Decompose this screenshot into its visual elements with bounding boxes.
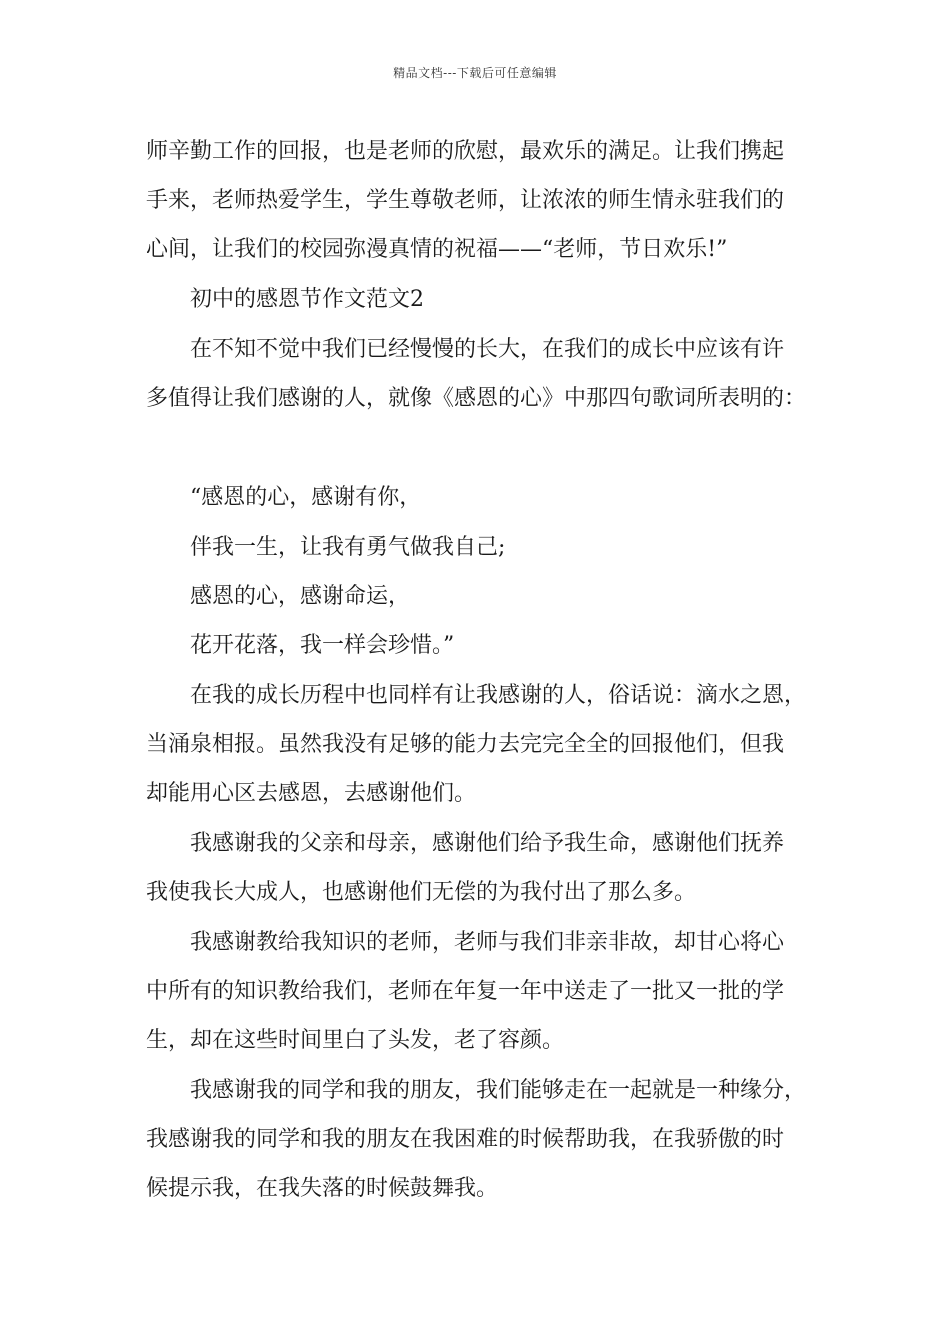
text-line: 却能用心区去感恩，去感谢他们。: [146, 781, 477, 806]
text-line: 在我的成长历程中也同样有让我感谢的人，俗话说：滴水之恩，: [190, 683, 807, 708]
lyric-line: 伴我一生，让我有勇气做我自己;: [190, 535, 506, 560]
page-header: 精品文档---下载后可任意编辑: [393, 66, 557, 80]
text-line: 在不知不觉中我们已经慢慢的长大，在我们的成长中应该有许: [190, 337, 785, 362]
text-line: 中所有的知识教给我们，老师在年复一年中送走了一批又一批的学: [146, 979, 785, 1004]
text-line: 师辛勤工作的回报，也是老师的欣慰，最欢乐的满足。让我们携起: [146, 139, 785, 164]
section-title: 初中的感恩节作文范文2: [190, 287, 424, 312]
text-line: 心间，让我们的校园弥漫真情的祝福——“老师，节日欢乐!”: [146, 237, 728, 262]
lyric-line: “感恩的心，感谢有你，: [190, 485, 422, 510]
lyric-line: 感恩的心，感谢命运，: [190, 584, 411, 609]
lyric-line: 花开花落，我一样会珍惜。”: [190, 633, 455, 658]
text-line: 手来，老师热爱学生，学生尊敬老师，让浓浓的师生情永驻我们的: [146, 188, 785, 213]
text-line: 我感谢我的父亲和母亲，感谢他们给予我生命，感谢他们抚养: [190, 831, 785, 856]
text-line: 候提示我，在我失落的时候鼓舞我。: [146, 1176, 499, 1201]
text-line: 我感谢我的同学和我的朋友在我困难的时候帮助我，在我骄傲的时: [146, 1127, 785, 1152]
text-line: 我感谢我的同学和我的朋友，我们能够走在一起就是一种缘分，: [190, 1078, 807, 1103]
text-line: 生，却在这些时间里白了头发，老了容颜。: [146, 1028, 565, 1053]
text-line: 多值得让我们感谢的人，就像《感恩的心》中那四句歌词所表明的：: [146, 386, 807, 411]
text-line: 我使我长大成人，也感谢他们无偿的为我付出了那么多。: [146, 880, 697, 905]
text-line: 我感谢教给我知识的老师，老师与我们非亲非故，却甘心将心: [190, 930, 785, 955]
text-line: 当涌泉相报。虽然我没有足够的能力去完完全全的回报他们，但我: [146, 732, 785, 757]
